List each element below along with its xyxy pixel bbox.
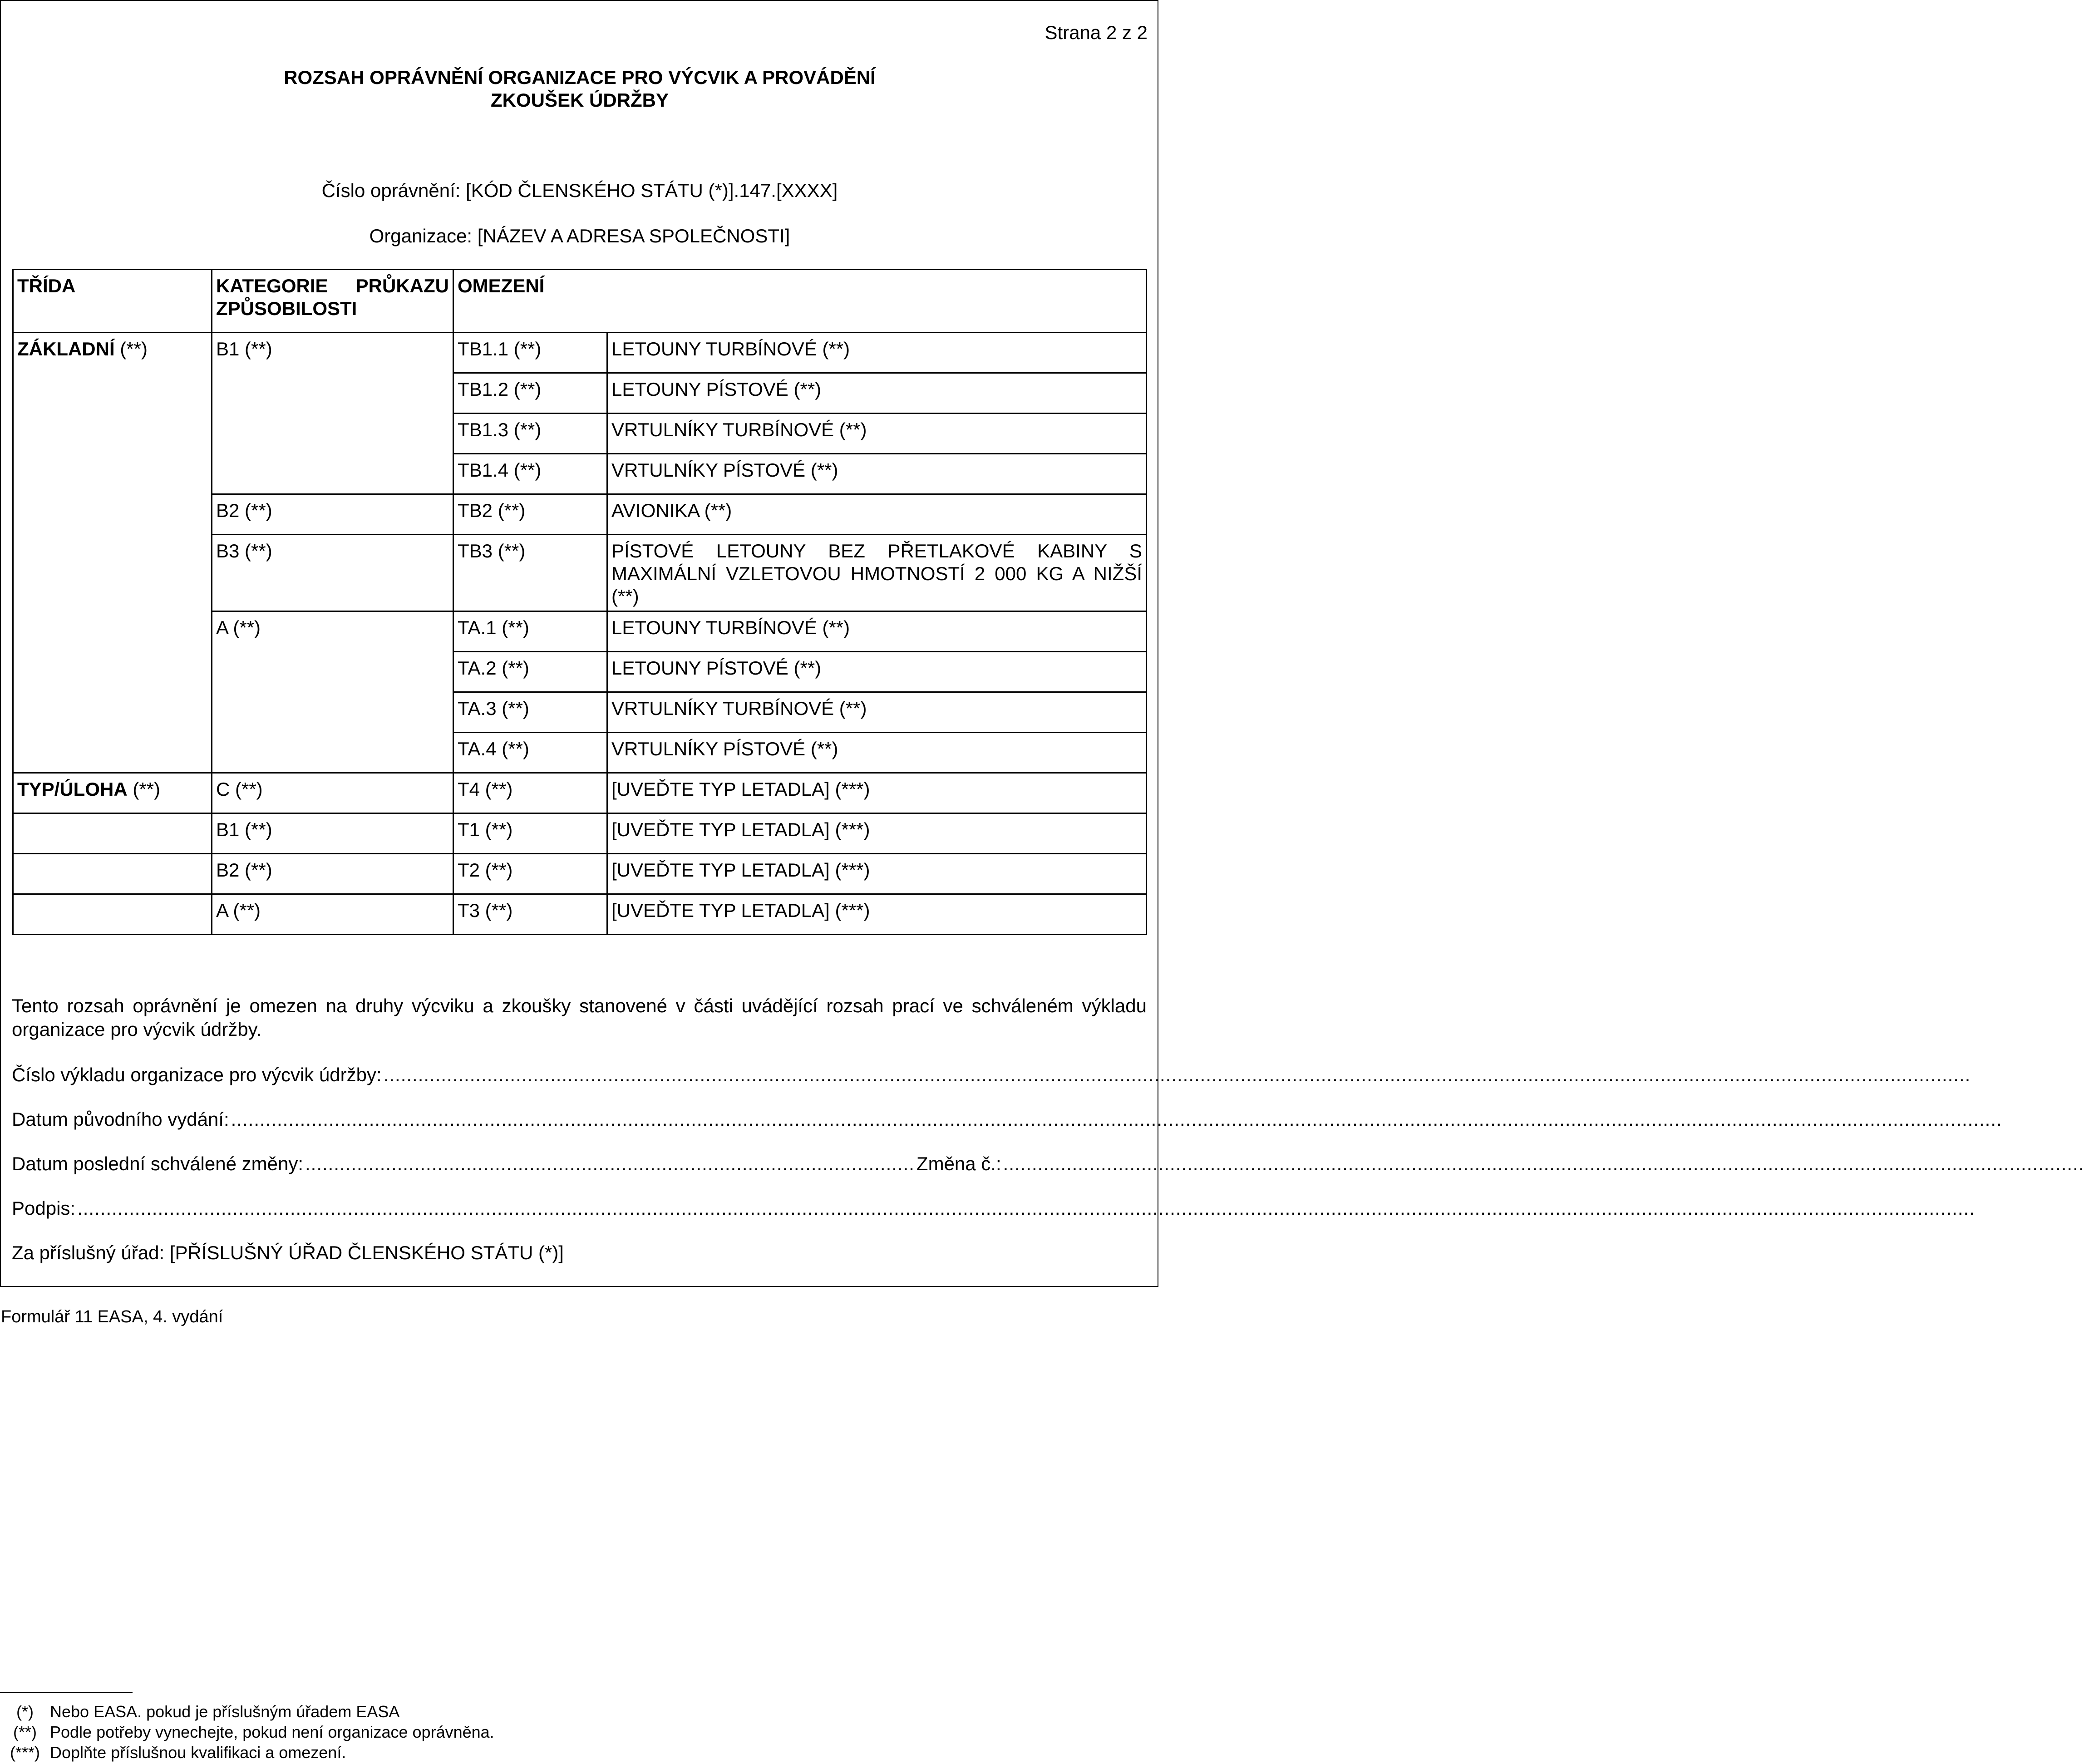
table-row	[13, 854, 1147, 894]
original-issue-label: Datum původního vydání:	[12, 1109, 229, 1130]
limitation-text: LETOUNY PÍSTOVÉ (**)	[607, 373, 1147, 414]
limitation-code: TB1.2 (**)	[453, 373, 607, 414]
footnote-text: Podle potřeby vynechejte, pokud není organizace oprávněna.	[50, 1723, 494, 1741]
fill-in-line[interactable]: ....................................................................................................................................................................................................................................................................................	[383, 1064, 1971, 1085]
limitation-text: LETOUNY TURBÍNOVÉ (**)	[607, 611, 1147, 652]
limitation-code: TB3 (**)	[453, 535, 607, 611]
last-revision-field	[12, 1153, 2084, 1175]
category-cell: B3 (**)	[212, 535, 453, 611]
footnote-mark: (***)	[10, 1743, 40, 1762]
category-cell: A (**)	[212, 894, 453, 935]
limitation-code: TB1.3 (**)	[453, 414, 607, 454]
class-label: TYP/ÚLOHA	[17, 779, 128, 800]
header-licence-category: KATEGORIE PRŮKAZU ZPŮSOBILOSTI	[212, 270, 453, 333]
footnote-text: Nebo EASA. pokud je příslušným úřadem EASA	[50, 1702, 400, 1721]
footnote-divider	[0, 1692, 133, 1693]
header-limitation: OMEZENÍ	[453, 270, 1147, 333]
last-revision-label: Datum poslední schválené změny:	[12, 1153, 303, 1174]
class-suffix: (**)	[127, 779, 161, 800]
footnote	[0, 1723, 494, 1742]
footnote-text: Doplňte příslušnou kvalifikaci a omezení.	[50, 1743, 346, 1762]
form-reference: Formulář 11 EASA, 4. vydání	[1, 1307, 223, 1326]
limitation-text: PÍSTOVÉ LETOUNY BEZ PŘETLAKOVÉ KABINY S MAXIMÁLNÍ VZLETOVOU HMOTNOSTÍ 2 000 KG A NIŽŠÍ (**)	[607, 535, 1147, 611]
category-cell: C (**)	[212, 773, 453, 813]
class-suffix: (**)	[114, 338, 148, 360]
footnote-mark: (*)	[16, 1702, 34, 1721]
header-class: TŘÍDA	[13, 270, 212, 333]
fill-in-line[interactable]: ..........................................................................................................	[305, 1153, 915, 1174]
limitation-text: LETOUNY TURBÍNOVÉ (**)	[607, 333, 1147, 373]
limitation-text: [UVEĎTE TYP LETADLA] (***)	[607, 854, 1147, 894]
limitation-code: TA.3 (**)	[453, 692, 607, 733]
limitation-text: [UVEĎTE TYP LETADLA] (***)	[607, 813, 1147, 854]
limitation-code: TB1.4 (**)	[453, 454, 607, 494]
table-row	[13, 813, 1147, 854]
limitation-text: VRTULNÍKY TURBÍNOVÉ (**)	[607, 692, 1147, 733]
limitation-code: T3 (**)	[453, 894, 607, 935]
original-issue-field	[12, 1109, 2002, 1130]
exposition-reference-label: Číslo výkladu organizace pro výcvik údržby:	[12, 1064, 382, 1085]
class-cell-empty	[13, 813, 212, 854]
limitation-text: VRTULNÍKY PÍSTOVÉ (**)	[607, 454, 1147, 494]
class-cell-empty	[13, 894, 212, 935]
signature-field	[12, 1197, 1975, 1219]
scope-note: Tento rozsah oprávnění je omezen na druhy výcviku a zkoušky stanovené v části uvádějící rozsah prací ve schváleném výkladu organizace pro výcvik údržby.	[12, 995, 1147, 1040]
revision-number-label: Změna č.:	[916, 1153, 1001, 1174]
category-cell: B1 (**)	[212, 813, 453, 854]
class-cell-empty	[13, 854, 212, 894]
table-header-row	[13, 270, 1147, 333]
category-cell: A (**)	[212, 611, 453, 773]
page-number: Strana 2 z 2	[1044, 22, 1148, 43]
fill-in-line[interactable]: ..........................................................................................................................................................................................................................................................................................................................................	[77, 1197, 1975, 1219]
category-cell: B2 (**)	[212, 494, 453, 535]
approval-number: Číslo oprávnění: [KÓD ČLENSKÉHO STÁTU (*)].147.[XXXX]	[321, 180, 838, 201]
limitation-code: T1 (**)	[453, 813, 607, 854]
limitation-text: [UVEĎTE TYP LETADLA] (***)	[607, 773, 1147, 813]
exposition-reference-field	[12, 1064, 1971, 1086]
fill-in-line[interactable]: ....................................................................................................................................................................................................................................................................................................................	[231, 1109, 2002, 1130]
limitation-code: TA.2 (**)	[453, 652, 607, 692]
approval-scope-table	[12, 269, 1147, 935]
limitation-text: AVIONIKA (**)	[607, 494, 1147, 535]
signature-label: Podpis:	[12, 1197, 76, 1219]
category-cell: B1 (**)	[212, 333, 453, 494]
category-cell: B2 (**)	[212, 854, 453, 894]
table-row	[13, 333, 1147, 373]
limitation-code: T2 (**)	[453, 854, 607, 894]
class-label: ZÁKLADNÍ	[17, 338, 115, 360]
footnote-mark: (**)	[13, 1723, 37, 1741]
table-row	[13, 773, 1147, 813]
limitation-text: VRTULNÍKY PÍSTOVÉ (**)	[607, 733, 1147, 773]
limitation-code: T4 (**)	[453, 773, 607, 813]
footnote	[0, 1743, 346, 1762]
footnote	[0, 1702, 399, 1721]
competent-authority-label: Za příslušný úřad: [PŘÍSLUŠNÝ ÚŘAD ČLENSKÉHO STÁTU (*)]	[12, 1242, 564, 1263]
table-row	[13, 894, 1147, 935]
organisation-name: Organizace: [NÁZEV A ADRESA SPOLEČNOSTI]	[369, 225, 790, 246]
class-cell-basic	[13, 333, 212, 773]
document-title-line-2: ZKOUŠEK ÚDRŽBY	[490, 89, 669, 111]
limitation-code: TB2 (**)	[453, 494, 607, 535]
limitation-text: VRTULNÍKY TURBÍNOVÉ (**)	[607, 414, 1147, 454]
document-title-line-1: ROZSAH OPRÁVNĚNÍ ORGANIZACE PRO VÝCVIK A PROVÁDĚNÍ	[284, 67, 876, 88]
fill-in-line[interactable]: ............................................................................................................................................................................................	[1003, 1153, 2084, 1174]
limitation-code: TA.4 (**)	[453, 733, 607, 773]
limitation-text: LETOUNY PÍSTOVÉ (**)	[607, 652, 1147, 692]
competent-authority-field	[12, 1242, 1147, 1264]
limitation-code: TB1.1 (**)	[453, 333, 607, 373]
class-cell-type	[13, 773, 212, 813]
limitation-text: [UVEĎTE TYP LETADLA] (***)	[607, 894, 1147, 935]
limitation-code: TA.1 (**)	[453, 611, 607, 652]
